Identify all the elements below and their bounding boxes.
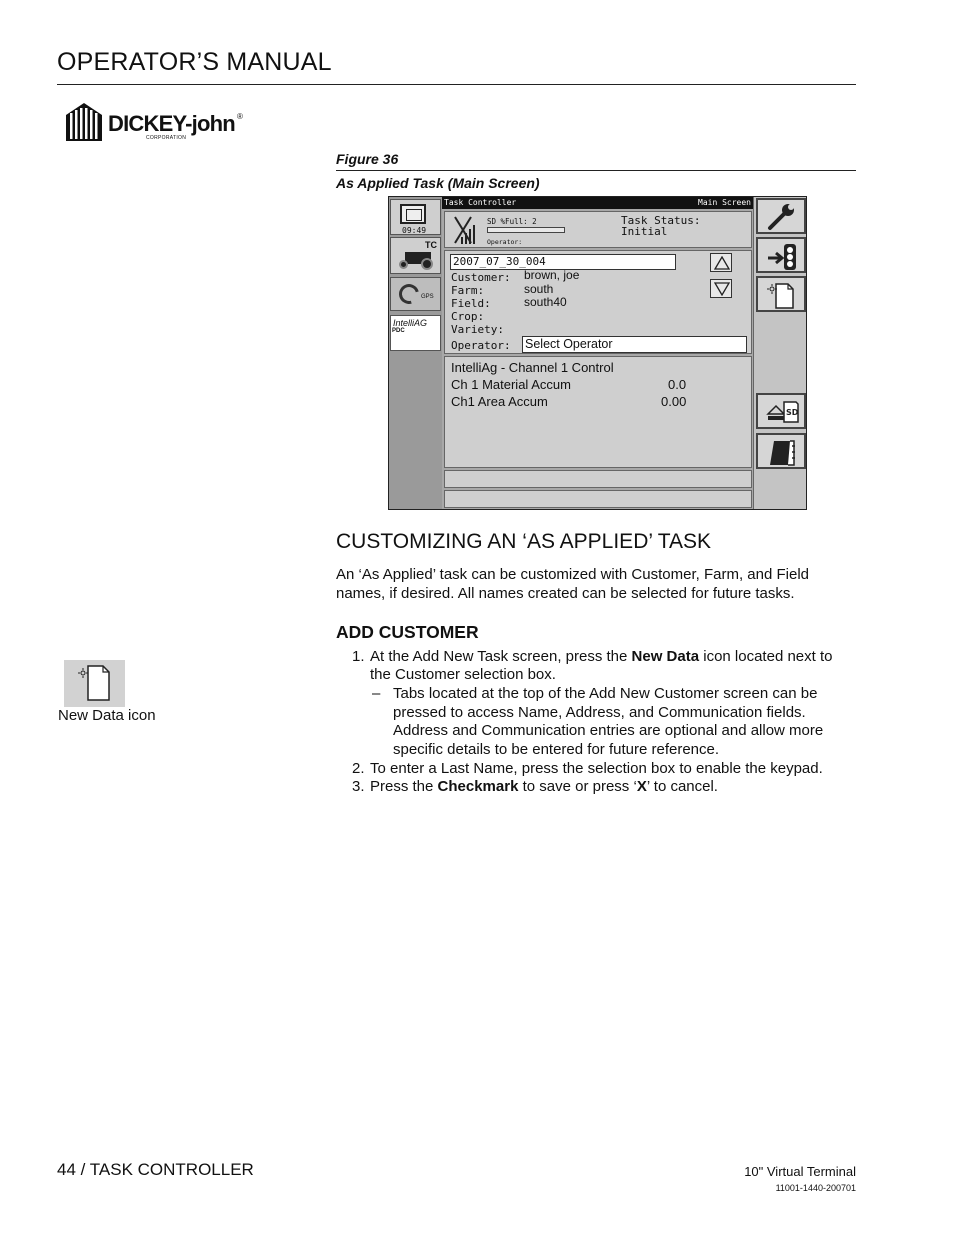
left-toolbar: [389, 197, 442, 510]
field-value[interactable]: south40: [524, 295, 567, 309]
logo-mark-icon: [64, 101, 104, 145]
tc-label: TC: [425, 240, 437, 250]
logo-wordmark: DICKEY-john: [108, 111, 235, 136]
customer-value[interactable]: brown, joe: [524, 268, 580, 282]
step-3-bold-checkmark: Checkmark: [437, 778, 519, 795]
new-data-icon-caption: New Data icon: [58, 707, 156, 724]
channel-control-panel: [444, 356, 752, 468]
footer-doc-number: 11001-1440-200701: [775, 1183, 856, 1193]
step-3-pre: Press the: [370, 778, 438, 795]
task-status-value: Initial: [621, 225, 668, 238]
operator-select[interactable]: Select Operator: [522, 336, 747, 353]
settings-button[interactable]: [756, 198, 806, 234]
sd-full-readout: SD %Full: 2: [487, 217, 537, 226]
satellite-dish-icon: [395, 280, 422, 307]
triangle-up-icon: [714, 256, 730, 270]
task-run-button[interactable]: [756, 237, 806, 273]
message-bar: [444, 470, 752, 488]
screen-titlebar: [442, 197, 753, 209]
new-data-icon-sample: [64, 660, 125, 707]
manual-title: OPERATOR’S MANUAL: [57, 48, 332, 76]
footer-product: 10" Virtual Terminal: [744, 1164, 856, 1179]
gps-label: GPS: [421, 294, 434, 300]
wrench-icon: [766, 203, 798, 231]
sd-card-label: SD: [786, 408, 799, 417]
antenna-signal-icon: [451, 215, 479, 245]
sub-step-line: pressed to access Name, Address, and Communication fields.: [393, 704, 806, 721]
status-panel: [444, 211, 752, 248]
tc-tractor-button[interactable]: [390, 237, 441, 274]
task-status-label: Task Status:: [621, 214, 701, 227]
sd-full-bar: [487, 227, 565, 233]
new-document-icon: [77, 663, 113, 703]
paragraph-line: names, if desired. All names created can be selected for future tasks.: [336, 585, 795, 602]
gps-button[interactable]: [390, 277, 441, 311]
logo-registered-mark: ®: [237, 112, 243, 121]
step-number: 2.: [352, 760, 365, 777]
step-1-bold: New Data: [631, 648, 700, 665]
scroll-up-button[interactable]: [710, 253, 732, 272]
step-number: 3.: [352, 778, 365, 795]
sub-step-dash: –: [372, 685, 381, 702]
section-title: CUSTOMIZING AN ‘AS APPLIED’ TASK: [336, 530, 711, 553]
subsection-title: ADD CUSTOMER: [336, 622, 479, 642]
tractor-wheel-icon: [421, 258, 433, 270]
step-3-post: ’ to cancel.: [646, 778, 718, 795]
sd-card-icon: [766, 398, 800, 426]
clock-time: 09:49: [402, 226, 427, 235]
operator-readout: Operator:: [487, 238, 523, 246]
step-3-text: [370, 778, 718, 797]
sub-step-line: Address and Communication entries are optional and allow more: [393, 722, 824, 739]
material-accum-value: 0.0: [668, 377, 687, 392]
paragraph-line: An ‘As Applied’ task can be customized with Customer, Farm, and Field: [336, 566, 809, 583]
task-name-field[interactable]: 2007_07_30_004: [450, 254, 676, 270]
notes-button[interactable]: [756, 433, 806, 469]
header-divider: [57, 84, 856, 85]
titlebar-app-name: Task Controller: [444, 198, 517, 207]
operator-label: Operator:: [451, 339, 511, 352]
task-info-panel: [444, 250, 752, 354]
sd-card-button[interactable]: [756, 393, 806, 429]
triangle-down-icon: [714, 282, 730, 296]
farm-label: Farm:: [451, 284, 485, 297]
monitor-icon: [400, 204, 426, 224]
intelliag-button[interactable]: [390, 315, 441, 351]
tractor-wheel-icon: [399, 260, 408, 269]
titlebar-screen-name: Main Screen: [698, 198, 751, 207]
step-number: 1.: [352, 648, 365, 665]
traffic-light-icon: [766, 242, 802, 274]
intelliag-sub-label: PDC: [392, 328, 405, 334]
field-label: Field:: [451, 297, 491, 310]
figure-caption: As Applied Task (Main Screen): [336, 175, 540, 191]
sub-step-line: Tabs located at the top of the Add New Customer screen can be: [393, 685, 818, 702]
section-paragraph: [336, 565, 856, 603]
scroll-down-button[interactable]: [710, 279, 732, 298]
footer-page-label: 44 / TASK CONTROLLER: [57, 1160, 254, 1179]
channel-control-title: IntelliAg - Channel 1 Control: [451, 360, 614, 375]
figure-divider: [336, 170, 856, 171]
intelliag-brand: IntelliAG: [393, 318, 428, 328]
step-1-post: icon located next to: [699, 648, 833, 665]
customer-label: Customer:: [451, 271, 511, 284]
notepad-icon: [766, 438, 798, 468]
new-data-button[interactable]: [756, 276, 806, 312]
variety-label: Variety:: [451, 323, 504, 336]
material-accum-label: Ch 1 Material Accum: [451, 377, 571, 392]
farm-value[interactable]: south: [524, 282, 554, 296]
crop-label: Crop:: [451, 310, 485, 323]
step-3-mid: to save or press ‘: [518, 778, 637, 795]
task-status: [621, 215, 700, 237]
step-3-bold-x: X: [636, 778, 647, 795]
area-accum-label: Ch1 Area Accum: [451, 394, 548, 409]
logo-corporation: CORPORATION: [146, 135, 187, 141]
dickey-john-logo: [64, 101, 254, 147]
step-1-pre: At the Add New Task screen, press the: [370, 648, 632, 665]
step-1-text: [370, 648, 860, 667]
area-accum-value: 0.00: [661, 394, 687, 409]
step-1-line2: the Customer selection box.: [370, 666, 556, 683]
alarm-bar: [444, 490, 752, 508]
figure-number: Figure 36: [336, 151, 399, 167]
clock-button[interactable]: [390, 199, 441, 235]
sub-step-line: specific details to be entered for future reference.: [393, 741, 720, 758]
right-toolbar: [753, 197, 807, 510]
step-2-text: To enter a Last Name, press the selection box to enable the keypad.: [370, 760, 823, 777]
task-controller-screenshot: [388, 196, 807, 510]
new-document-icon: [766, 281, 796, 311]
